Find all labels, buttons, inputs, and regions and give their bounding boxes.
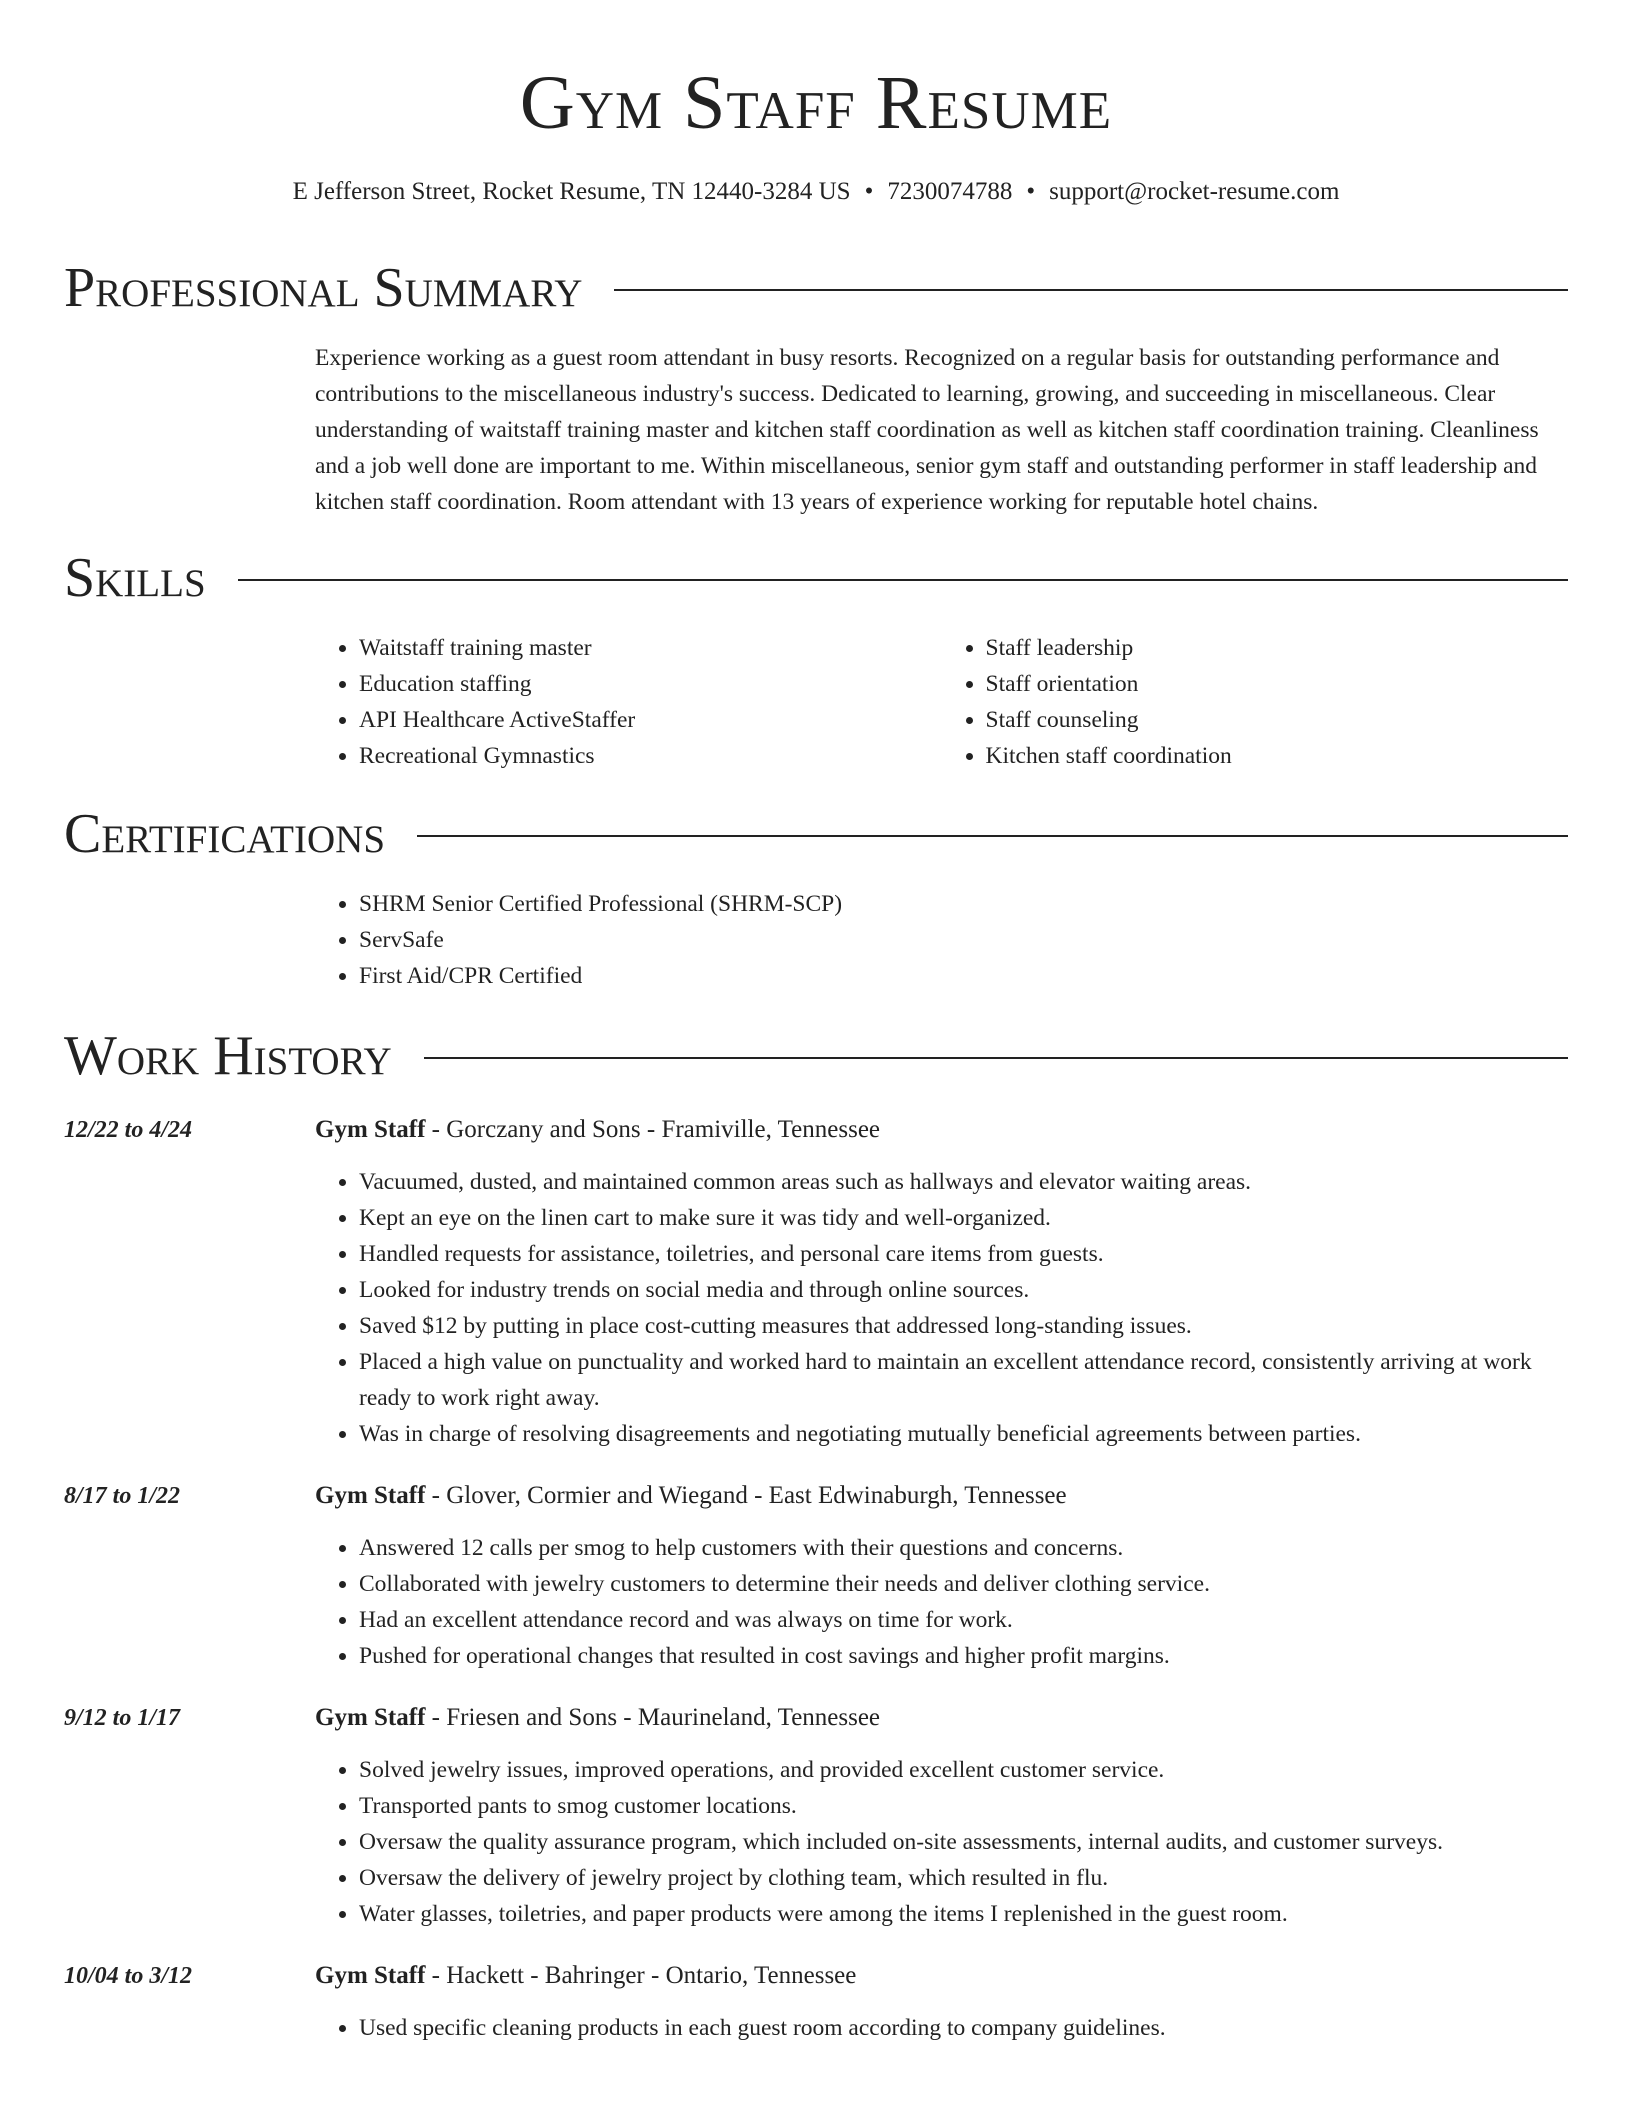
job-bullets — [315, 2010, 1568, 2046]
job-bullets — [315, 1164, 1568, 1452]
job-bullet: • Saved $12 by putting in place cost-cutting measures that addressed long-standing issues. — [359, 1308, 1568, 1344]
job-entry — [64, 1112, 1568, 1452]
section-divider — [614, 289, 1568, 291]
skills-heading: Skills — [64, 547, 206, 609]
job-bullet: • Placed a high value on punctuality and worked hard to maintain an excellent attendance record, consistently arriving at work ready to work right away. — [359, 1344, 1568, 1416]
contact-separator: • — [1026, 178, 1036, 205]
job-employer: - Hackett - Bahringer - Ontario, Tennessee — [425, 1962, 857, 1989]
skill-item: • Staff leadership — [986, 630, 1569, 666]
skill-item: • Waitstaff training master — [359, 630, 942, 666]
job-bullet: • Oversaw the delivery of jewelry project by clothing team, which resulted in flu. — [359, 1860, 1568, 1896]
certification-item: • SHRM Senior Certified Professional (SHRM-SCP) — [359, 886, 1568, 922]
resume-title: Gym Staff Resume — [519, 61, 1113, 145]
job-dates: 12/22 to 4/24 — [64, 1117, 193, 1143]
job-bullet: • Was in charge of resolving disagreements and negotiating mutually beneficial agreements between parties. — [359, 1416, 1568, 1452]
contact-phone: 7230074788 — [887, 178, 1013, 205]
skill-item: • API Healthcare ActiveStaffer — [359, 702, 942, 738]
skill-item: • Recreational Gymnastics — [359, 738, 942, 774]
job-bullet: • Oversaw the quality assurance program, which included on-site assessments, internal audits, and customer surveys. — [359, 1824, 1568, 1860]
job-bullet: • Kept an eye on the linen cart to make sure it was tidy and well-organized. — [359, 1200, 1568, 1236]
job-header — [315, 1478, 1568, 1514]
job-bullet: • Answered 12 calls per smog to help customers with their questions and concerns. — [359, 1530, 1568, 1566]
skill-item: • Staff counseling — [986, 702, 1569, 738]
job-entry — [64, 1700, 1568, 1932]
job-title: Gym Staff — [315, 1116, 426, 1143]
job-employer: - Glover, Cormier and Wiegand - East Edwinaburgh, Tennessee — [425, 1482, 1067, 1509]
job-dates: 9/12 to 1/17 — [64, 1705, 181, 1731]
skill-item: • Education staffing — [359, 666, 942, 702]
job-bullet: • Used specific cleaning products in each guest room according to company guidelines. — [359, 2010, 1568, 2046]
skill-item: • Staff orientation — [986, 666, 1569, 702]
job-entry — [64, 1478, 1568, 1674]
job-header — [315, 1112, 1568, 1148]
contact-line — [64, 176, 1568, 208]
job-header — [315, 1700, 1568, 1736]
contact-email: support@rocket-resume.com — [1049, 178, 1340, 205]
job-employer: - Friesen and Sons - Maurineland, Tennessee — [425, 1704, 881, 1731]
certification-item: • First Aid/CPR Certified — [359, 958, 1568, 994]
job-bullet: • Water glasses, toiletries, and paper products were among the items I replenished in the guest room. — [359, 1896, 1568, 1932]
job-bullet: • Collaborated with jewelry customers to determine their needs and deliver clothing service. — [359, 1566, 1568, 1602]
section-divider — [238, 579, 1568, 581]
skills-list-left — [315, 630, 942, 774]
certifications-section-header — [64, 802, 1568, 866]
job-dates: 10/04 to 3/12 — [64, 1963, 193, 1989]
job-title: Gym Staff — [315, 1962, 426, 1989]
skills-grid — [315, 630, 1568, 774]
job-bullet: • Looked for industry trends on social media and through online sources. — [359, 1272, 1568, 1308]
contact-address: E Jefferson Street, Rocket Resume, TN 12440-3284 US — [292, 178, 851, 205]
job-bullet: • Had an excellent attendance record and was always on time for work. — [359, 1602, 1568, 1638]
job-header — [315, 1958, 1568, 1994]
contact-separator: • — [864, 178, 874, 205]
job-bullets — [315, 1752, 1568, 1932]
certification-item: • ServSafe — [359, 922, 1568, 958]
summary-section-header — [64, 256, 1568, 320]
skills-list-right — [942, 630, 1569, 774]
job-bullets — [315, 1530, 1568, 1674]
job-dates: 8/17 to 1/22 — [64, 1483, 181, 1509]
job-title: Gym Staff — [315, 1482, 426, 1509]
section-divider — [417, 835, 1568, 837]
job-bullet: • Pushed for operational changes that resulted in cost savings and higher profit margins. — [359, 1638, 1568, 1674]
skills-section-header — [64, 546, 1568, 610]
job-title: Gym Staff — [315, 1704, 426, 1731]
job-bullet: • Vacuumed, dusted, and maintained common areas such as hallways and elevator waiting areas. — [359, 1164, 1568, 1200]
job-bullet: • Solved jewelry issues, improved operations, and provided excellent customer service. — [359, 1752, 1568, 1788]
summary-text: Experience working as a guest room attendant in busy resorts. Recognized on a regular basis for outstanding performance and contributions to the miscellaneous industry's success. Dedicated to learning, growing, and succeeding in miscellaneous. Clear understanding of waitstaff training master and kitchen staff coordination as well as kitchen staff coordination training. Cleanliness and a job well done are important to me. Within miscellaneous, senior gym staff and outstanding performer in staff leadership and kitchen staff coordination. Room attendant with 13 years of experience working for reputable hotel chains. — [315, 345, 1539, 515]
summary-heading: Professional Summary — [64, 257, 583, 319]
work-history-heading: Work History — [64, 1025, 392, 1087]
job-bullet: • Transported pants to smog customer locations. — [359, 1788, 1568, 1824]
job-employer: - Gorczany and Sons - Framiville, Tennessee — [425, 1116, 881, 1143]
section-divider — [424, 1057, 1568, 1059]
job-entry — [64, 1958, 1568, 2046]
skill-item: • Kitchen staff coordination — [986, 738, 1569, 774]
work-history-section-header — [64, 1024, 1568, 1088]
job-bullet: • Handled requests for assistance, toiletries, and personal care items from guests. — [359, 1236, 1568, 1272]
certifications-heading: Certifications — [64, 803, 386, 865]
certifications-list — [315, 886, 1568, 994]
